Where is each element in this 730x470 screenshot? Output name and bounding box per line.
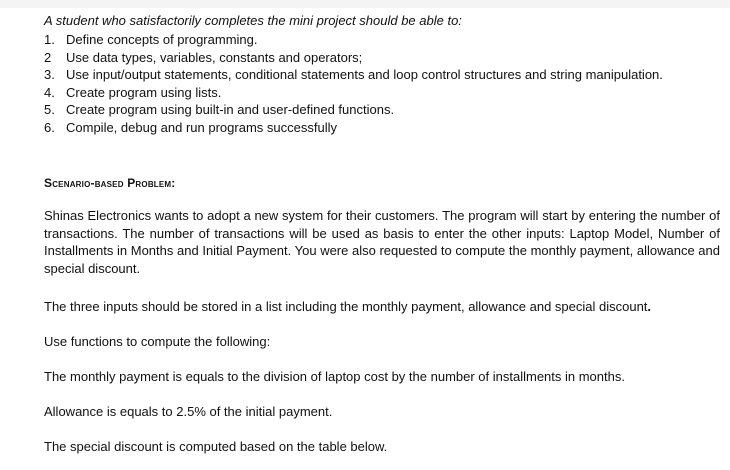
section-heading: Scenario-based Problem: bbox=[44, 176, 176, 190]
objective-text: Compile, debug and run programs successfully bbox=[66, 119, 337, 135]
inputs-paragraph bbox=[44, 298, 720, 316]
objective-text: Use input/output statements, conditional statements and loop control structures and string manipulation. bbox=[66, 67, 663, 82]
scenario-paragraph: Shinas Electronics wants to adopt a new system for their customers. The program will start by entering the number of transactions. The number of transactions will be used as basis to enter the other inputs: Laptop Model, Number of Installments in Months and Initial Payment. You were also requested to compute the monthly payment, allowance and special discount. bbox=[44, 208, 720, 276]
objective-item bbox=[44, 31, 663, 49]
objective-item bbox=[44, 49, 663, 67]
objective-number: 2 bbox=[44, 49, 52, 65]
objective-number: 3. bbox=[44, 67, 55, 82]
inputs-paragraph-text: The three inputs should be stored in a list including the monthly payment, allowance and special discount bbox=[44, 299, 648, 314]
objective-item bbox=[44, 119, 663, 137]
functions-paragraph: Use functions to compute the following: bbox=[44, 334, 271, 349]
objectives-list bbox=[44, 31, 663, 136]
objective-item bbox=[44, 101, 663, 119]
objective-number: 4. bbox=[44, 84, 55, 100]
monthly-payment-paragraph: The monthly payment is equals to the division of laptop cost by the number of installments in months. bbox=[44, 369, 625, 384]
objectives-intro: A student who satisfactorily completes the mini project should be able to: bbox=[44, 13, 462, 28]
objective-text: Define concepts of programming. bbox=[66, 32, 258, 47]
objective-item bbox=[44, 66, 663, 84]
special-discount-paragraph: The special discount is computed based on the table below. bbox=[44, 439, 388, 454]
objective-text: Create program using built-in and user-defined functions. bbox=[66, 102, 395, 117]
allowance-paragraph: Allowance is equals to 2.5% of the initial payment. bbox=[44, 404, 333, 419]
inputs-paragraph-period: . bbox=[647, 299, 652, 314]
objective-number: 1. bbox=[44, 32, 55, 47]
objective-number: 6. bbox=[44, 119, 55, 135]
objective-text: Use data types, variables, constants and operators; bbox=[66, 49, 363, 65]
objective-number: 5. bbox=[44, 102, 55, 117]
objective-item bbox=[44, 84, 663, 102]
page-top-edge bbox=[0, 0, 730, 8]
objective-text: Create program using lists. bbox=[66, 84, 222, 100]
